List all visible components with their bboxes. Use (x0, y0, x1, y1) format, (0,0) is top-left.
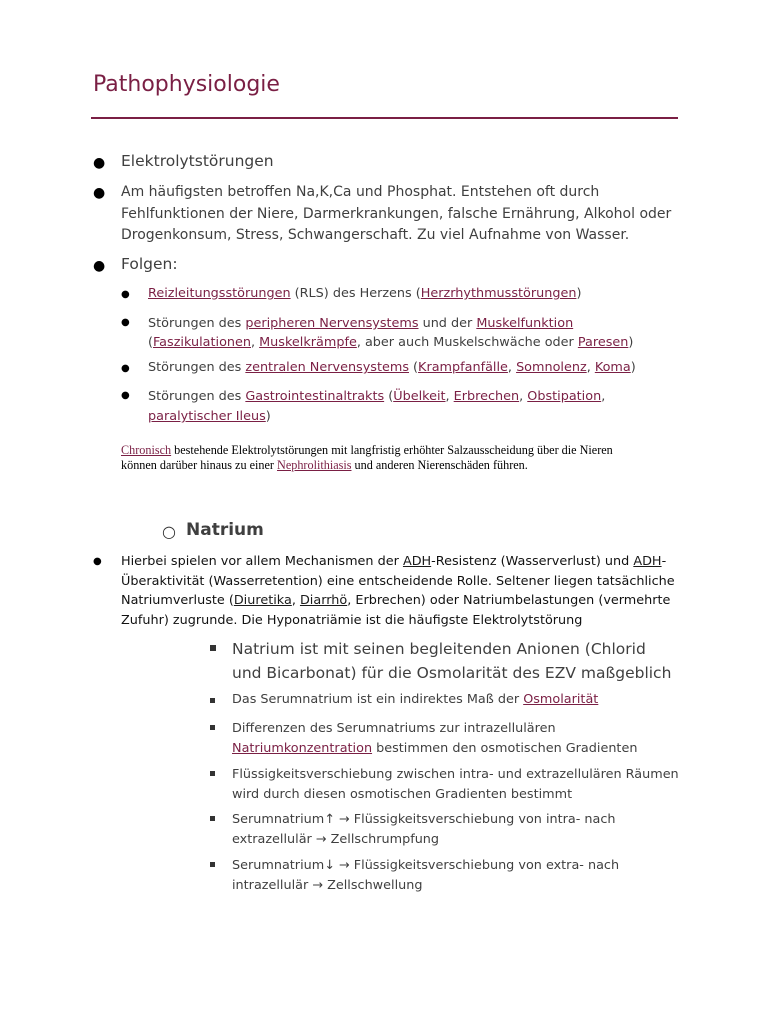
link-peripheren-nervensystems[interactable]: peripheren Nervensystems (245, 316, 419, 331)
square-bullet-icon (210, 645, 216, 651)
link-adh[interactable]: ADH (633, 554, 662, 569)
link-obstipation[interactable]: Obstipation (527, 389, 602, 404)
sub-osmolaritaet-ezv: Natrium ist mit seinen begleitenden Anionen (Chlorid und Bicarbonat) für die Osmolarität des EZV maßgeblich (232, 640, 672, 682)
square-bullet-icon (210, 771, 215, 776)
chronisch-paragraph: Chronisch bestehende Elektrolytstörungen mit langfristig erhöhter Salzausscheidung über die Nieren können darüber hinaus zu einer Nephrolithiasis und anderen Nierenschäden führen. (121, 443, 613, 472)
bullet-haeufigste: Am häufigsten betroffen Na,K,Ca und Phosphat. Entstehen oft durch Fehlfunktionen der Niere, Darmerkrankungen, falsche Ernährung, Alkohol oder Drogenkonsum, Stress, Schwangerschaft. Zu viel Aufnahme von Wasser. (121, 184, 672, 243)
sub-serumnatrium-up: Serumnatrium↑ → Flüssigkeitsverschiebung von intra- nach extrazellulär → Zellschrumpfung (232, 812, 616, 847)
link-muskelkraempfe[interactable]: Muskelkrämpfe (259, 335, 357, 350)
square-bullet-icon (210, 725, 215, 730)
link-koma[interactable]: Koma (594, 360, 631, 375)
bullet-elektrolytstoerungen: Elektrolytstörungen (121, 152, 274, 170)
square-bullet-icon (210, 816, 215, 821)
link-zentralen-nervensystems[interactable]: zentralen Nervensystems (245, 360, 409, 375)
circle-bullet-icon: ○ (162, 522, 176, 541)
bullet-icon: ● (93, 155, 106, 171)
link-paresen[interactable]: Paresen (577, 335, 629, 350)
link-reizleitungsstoerungen[interactable]: Reizleitungsstörungen (148, 286, 291, 301)
natrium-heading: Natrium (186, 520, 264, 540)
bullet-icon: ● (93, 258, 106, 274)
square-bullet-icon (210, 862, 215, 867)
sub-bullet-icon: ● (121, 289, 130, 300)
link-paralytischer-ileus[interactable]: paralytischer Ileus (148, 409, 266, 424)
link-herzrhythmusstoerungen[interactable]: Herzrhythmusstörungen (420, 286, 577, 301)
link-uebelkeit[interactable]: Übelkeit (393, 389, 446, 404)
sub-serumnatrium-down: Serumnatrium↓ → Flüssigkeitsverschiebung von extra- nach intrazellulär → Zellschwellung (232, 858, 620, 893)
link-somnolenz[interactable]: Somnolenz (516, 360, 587, 375)
title-divider (91, 117, 678, 119)
sub-bullet-icon: ● (121, 317, 130, 328)
folgen-item-4: Störungen des Gastrointestinaltrakts (Übelkeit, Erbrechen, Obstipation, paralytischer Ileus) (148, 389, 606, 424)
link-krampfanfaelle[interactable]: Krampfanfälle (418, 360, 508, 375)
sub-bullet-icon: ● (121, 390, 130, 401)
folgen-item-1: Reizleitungsstörungen (RLS) des Herzens (Herzrhythmusstörungen) (148, 286, 582, 301)
link-muskelfunktion[interactable]: Muskelfunktion (476, 316, 574, 331)
natrium-paragraph: Hierbei spielen vor allem Mechanismen der ADH-Resistenz (Wasserverlust) und ADH- Überaktivität (Wasserretention) eine entscheidende Rolle. Seltener liegen tatsächliche Natriumverluste (Diuretika, Diarrhö, Erbrechen) oder Natriumbelastungen (vermehrte Zufuhr) zugrunde. Die Hyponatriämie ist die häufigste Elektrolytstörung (121, 554, 675, 628)
link-diarrho[interactable]: Diarrhö (299, 593, 348, 608)
bullet-icon: ● (93, 556, 102, 567)
sub-serumnatrium: Das Serumnatrium ist ein indirektes Maß der Osmolarität (232, 692, 599, 707)
link-diuretika[interactable]: Diuretika (233, 593, 292, 608)
sub-differenzen: Differenzen des Serumnatriums zur intrazellulären Natriumkonzentration bestimmen den osmotischen Gradienten (232, 721, 638, 756)
sub-fluessigkeitsverschiebung: Flüssigkeitsverschiebung zwischen intra- und extrazellulären Räumen wird durch diesen osmotischen Gradienten bestimmt (232, 767, 679, 802)
link-faszikulationen[interactable]: Faszikulationen (153, 335, 251, 350)
sub-bullet-icon: ● (121, 363, 130, 374)
square-bullet-icon (210, 698, 215, 703)
folgen-item-3: Störungen des zentralen Nervensystems (Krampfanfälle, Somnolenz, Koma) (148, 360, 636, 375)
page-title: Pathophysiologie (93, 72, 280, 97)
folgen-item-2: Störungen des peripheren Nervensystems und der Muskelfunktion (Faszikulationen, Muskelkrämpfe, aber auch Muskelschwäche oder Paresen) (148, 316, 634, 350)
bullet-icon: ● (93, 185, 106, 201)
link-natriumkonzentration[interactable]: Natriumkonzentration (232, 741, 373, 756)
link-osmolaritaet[interactable]: Osmolarität (523, 692, 599, 707)
link-erbrechen[interactable]: Erbrechen (453, 389, 520, 404)
bullet-folgen: Folgen: (121, 255, 178, 273)
link-chronisch[interactable]: Chronisch (121, 443, 172, 457)
link-nephrolithiasis[interactable]: Nephrolithiasis (277, 458, 352, 472)
link-adh[interactable]: ADH (402, 554, 432, 569)
link-gastrointestinaltrakts[interactable]: Gastrointestinaltrakts (245, 389, 385, 404)
